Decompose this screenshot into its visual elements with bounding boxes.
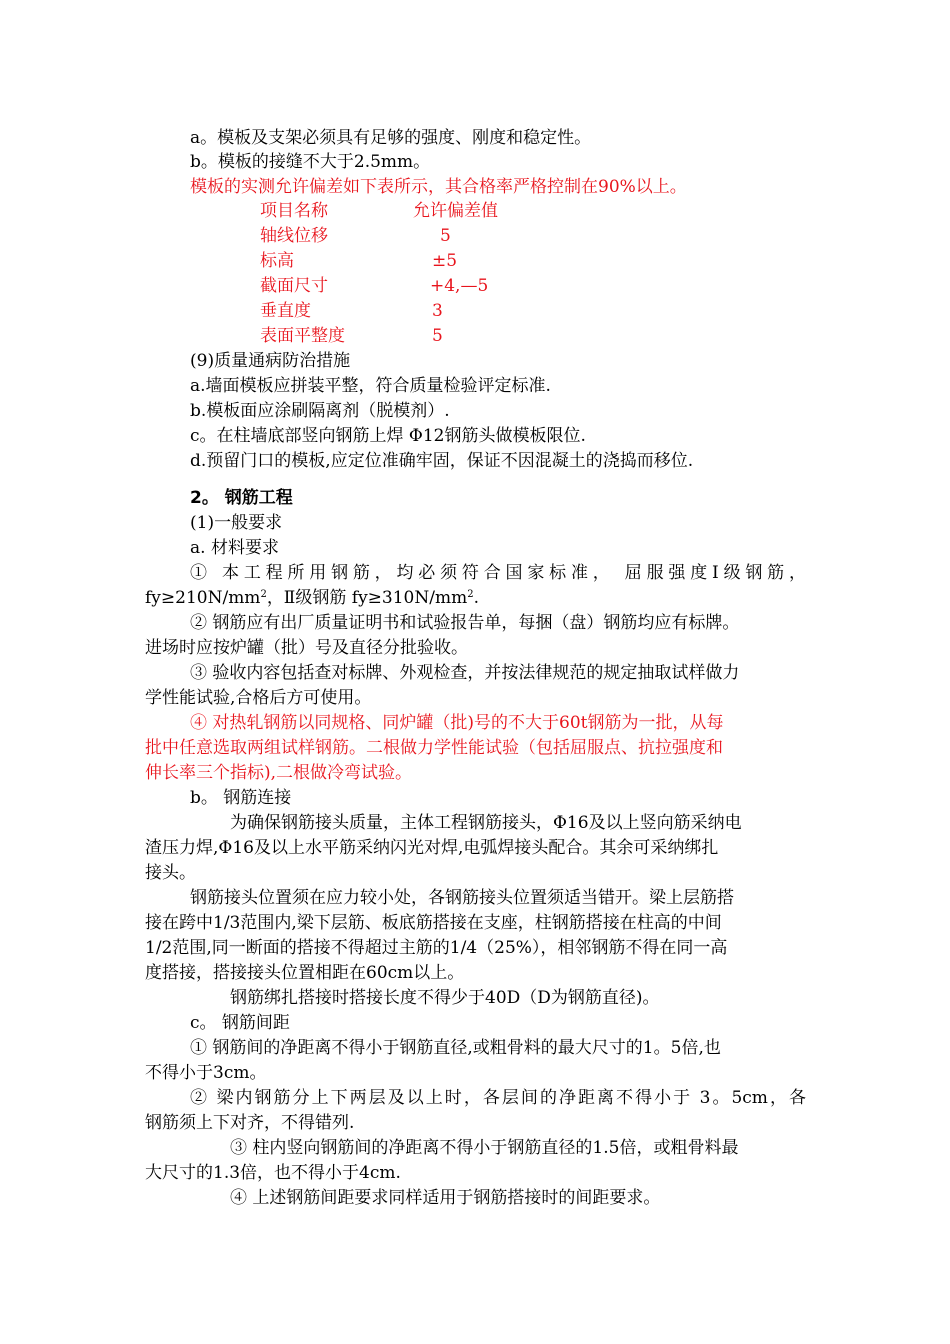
paragraph-line: ② 梁内钢筋分上下两层及以上时，各层间的净距离不得小于 3。5cm，各 <box>190 1088 806 1108</box>
table-row-value: 5 <box>432 326 443 346</box>
table-header-tolerance: 允许偏差值 <box>413 201 498 221</box>
paragraph-line: 1/2范围,同一断面的搭接不得超过主筋的1/4（25%），相邻钢筋不得在同一高 <box>145 938 728 958</box>
table-row-value: +4,—5 <box>430 276 489 296</box>
table-row-item: 标高 <box>260 251 294 271</box>
defect-measure-a: a.墙面模板应拼装平整，符合质量检验评定标准. <box>190 376 551 396</box>
subheading-general: (1)一般要求 <box>190 513 283 533</box>
section-heading-defects: (9)质量通病防治措施 <box>190 351 351 371</box>
paragraph-line: ③ 柱内竖向钢筋间的净距离不得小于钢筋直径的1.5倍，或粗骨料最 <box>230 1138 739 1158</box>
paragraph-line: ④ 上述钢筋间距要求同样适用于钢筋搭接时的间距要求。 <box>230 1188 661 1208</box>
paragraph-line: 不得小于3cm。 <box>145 1063 267 1083</box>
paragraph-line: 钢筋接头位置须在应力较小处，各钢筋接头位置须适当错开。梁上层筋搭 <box>190 888 734 908</box>
paragraph-line: 度搭接，搭接接头位置相距在60cm以上。 <box>145 963 465 983</box>
table-row-value: ±5 <box>432 251 458 271</box>
paragraph-line: 大尺寸的1.3倍，也不得小于4cm. <box>145 1163 401 1183</box>
paragraph-line: 钢筋须上下对齐，不得错列. <box>145 1113 355 1133</box>
table-row-value: 5 <box>440 226 451 246</box>
paragraph-line: $fy\ge 210N/mm^2$，Ⅱ级钢筋 $fy\ge 310N/mm^2$. <box>145 588 479 608</box>
defect-measure-c: c。在柱墙底部竖向钢筋上焊 Φ12钢筋头做模板限位. <box>190 426 586 446</box>
subheading-connection: b。 钢筋连接 <box>190 788 292 808</box>
section-heading-rebar: 2。 钢筋工程 <box>190 488 293 508</box>
formwork-req-a: a。模板及支架必须具有足够的强度、刚度和稳定性。 <box>190 128 592 148</box>
paragraph-line: ① 本工程所用钢筋，均必须符合国家标准， 屈服强度Ⅰ级钢筋， <box>190 563 806 583</box>
paragraph-line: ③ 验收内容包括查对标牌、外观检查，并按法律规范的规定抽取试样做力 <box>190 663 740 683</box>
table-row-item: 表面平整度 <box>260 326 345 346</box>
paragraph-line: ④ 对热轧钢筋以同规格、同炉罐（批)号的不大于60t钢筋为一批，从每 <box>190 713 724 733</box>
table-row-item: 轴线位移 <box>260 226 328 246</box>
paragraph-line: 进场时应按炉罐（批）号及直径分批验收。 <box>145 638 468 658</box>
paragraph-line: 批中任意选取两组试样钢筋。二根做力学性能试验（包括屈服点、抗拉强度和 <box>145 738 723 758</box>
subheading-spacing: c。 钢筋间距 <box>190 1013 290 1033</box>
defect-measure-b: b.模板面应涂刷隔离剂（脱模剂）. <box>190 401 450 421</box>
paragraph-line: 接头。 <box>145 863 196 883</box>
tolerance-intro: 模板的实测允许偏差如下表所示，其合格率严格控制在90%以上。 <box>190 177 687 197</box>
table-row-item: 截面尺寸 <box>260 276 328 296</box>
paragraph-line: 伸长率三个指标),二根做冷弯试验。 <box>145 763 413 783</box>
defect-measure-d: d.预留门口的模板,应定位准确牢固，保证不因混凝土的浇捣而移位. <box>190 451 694 471</box>
paragraph-line: ① 钢筋间的净距离不得小于钢筋直径,或粗骨料的最大尺寸的1。5倍,也 <box>190 1038 721 1058</box>
paragraph-line: 接在跨中1/3范围内,梁下层筋、板底筋搭接在支座，柱钢筋搭接在柱高的中间 <box>145 913 722 933</box>
paragraph-line: 渣压力焊,Φ16及以上水平筋采纳闪光对焊,电弧焊接头配合。其余可采纳绑扎 <box>145 838 719 858</box>
paragraph-line: ② 钢筋应有出厂质量证明书和试验报告单，每捆（盘）钢筋均应有标牌。 <box>190 613 740 633</box>
paragraph-line: 为确保钢筋接头质量，主体工程钢筋接头，Φ16及以上竖向筋采纳电 <box>230 813 742 833</box>
formwork-req-b: b。模板的接缝不大于2.5mm。 <box>190 152 431 172</box>
table-header-item: 项目名称 <box>260 201 328 221</box>
table-row-item: 垂直度 <box>260 301 311 321</box>
subheading-materials: a. 材料要求 <box>190 538 279 558</box>
paragraph-line: 学性能试验,合格后方可使用。 <box>145 688 372 708</box>
table-row-value: 3 <box>432 301 443 321</box>
paragraph-line: 钢筋绑扎搭接时搭接长度不得少于40D（D为钢筋直径)。 <box>230 988 660 1008</box>
